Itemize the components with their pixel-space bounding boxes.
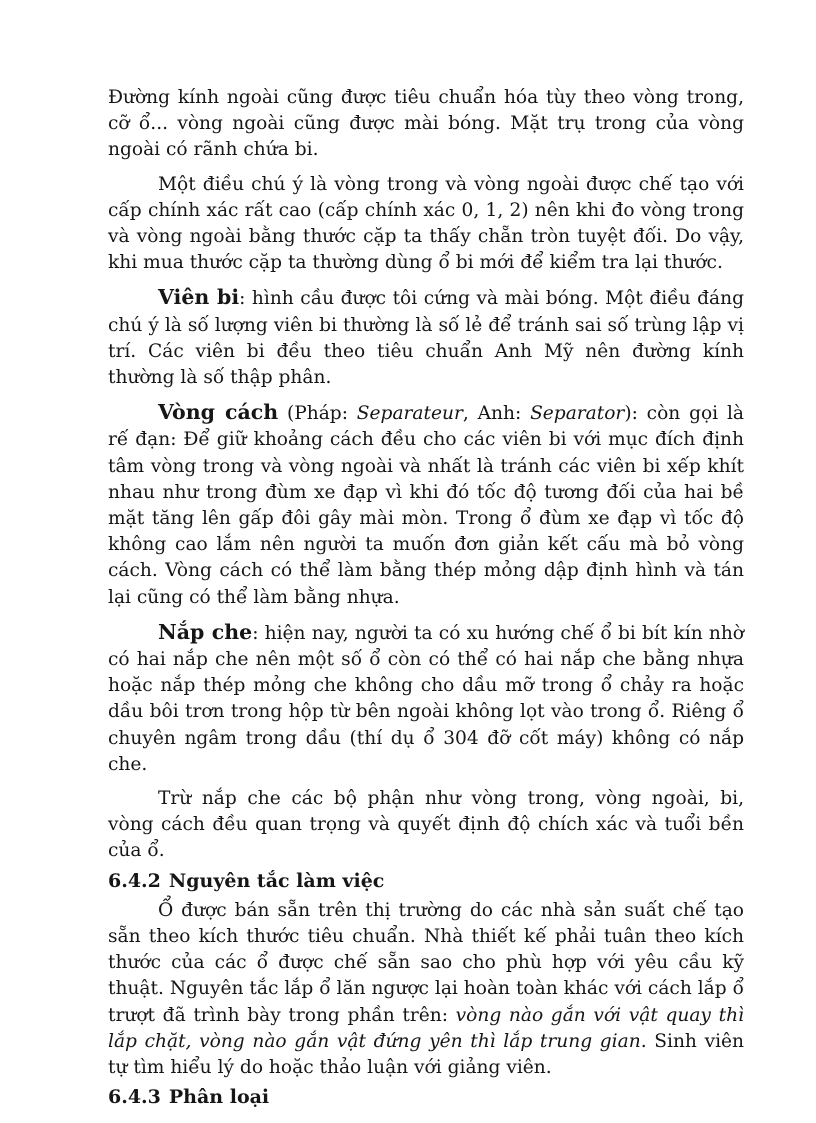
paragraph-precision: Một điều chú ý là vòng trong và vòng ngoài được chế tạo với cấp chính xác rất cao (cấp chính xác 0, 1, 2) nên khi đo vòng trong và vòng ngoài bằng thước cặp ta thấy chẵn tròn tuyệt đối. Do vậy, khi mua thước cặp ta thường dùng ổ bi mới để kiểm tra lại thước. <box>108 173 744 274</box>
paragraph-components: Trừ nắp che các bộ phận như vòng trong, vòng ngoài, bi, vòng cách đều quan trọng và quyết định độ chích xác và tuổi bền của ổ. <box>108 788 744 862</box>
term-cage: Vòng cách <box>158 400 279 425</box>
paragraph-cover <box>108 619 744 778</box>
page-content <box>108 85 744 1114</box>
principle-text-2: . Sinh viên tự tìm hiểu lý do hoặc thảo luận với giảng viên. <box>108 1030 744 1078</box>
paragraph-cover-text: : hiện nay, người ta có xu hướng chế ổ bi bít kín nhờ có hai nắp che nên một số ổ còn có thể có hai nắp che bằng nhựa hoặc nắp thép mỏng che không cho dầu mỡ trong ổ chảy ra hoặc dầu bôi trơn trong hộp từ bên ngoài không lọt vào trong ổ. Riêng ổ chuyên ngâm trong dầu (thí dụ ổ 304 đỡ cốt máy) không có nắp che. <box>108 622 744 775</box>
section-title: Phân loại <box>168 1086 270 1109</box>
cage-text-1: (Pháp: <box>278 403 357 425</box>
paragraph-outer-ring: Đường kính ngoài cũng được tiêu chuẩn hóa tùy theo vòng trong, cỡ ổ... vòng ngoài cũng được mài bóng. Mặt trụ trong của vòng ngoài có rãnh chứa bi. <box>108 87 744 161</box>
term-ball: Viên bi <box>158 285 240 310</box>
paragraph-ball-text: : hình cầu được tôi cứng và mài bóng. Một điều đáng chú ý là số lượng viên bi thường là số lẻ để tránh sai số trùng lập vị trí. Các viên bi đều theo tiêu chuẩn Anh Mỹ nên đường kính thường là số thập phân. <box>108 288 744 389</box>
term-cover: Nắp che <box>158 619 253 644</box>
section-heading-working-principle <box>108 868 744 894</box>
cage-text-3: ): còn gọi là rế đạn: Để giữ khoảng cách đều cho các viên bi với mục đích định tâm vòng trong và vòng ngoài và nhất là tránh các viên bi xếp khít nhau như trong đùm xe đạp vì khi đó tốc độ tương đối của hai bề mặt tăng lên gấp đôi gây mài mòn. Trong ổ đùm xe đạp vì tốc độ không cao lắm nên người ta muốn đơn giản kết cấu mà bỏ vòng cách. Vòng cách có thể làm bằng thép mỏng dập định hình và tán lại cũng có thể làm bằng nhựa. <box>108 403 744 608</box>
cage-term-english: Separator <box>530 403 625 425</box>
section-heading-classification <box>108 1084 744 1110</box>
paragraph-working-principle <box>108 898 744 1081</box>
section-number: 6.4.3 <box>108 1086 161 1109</box>
cage-term-french: Separateur <box>356 403 463 425</box>
section-title: Nguyên tắc làm việc <box>168 869 385 892</box>
principle-rule: vòng nào gắn với vật quay thì lắp chặt, vòng nào gắn vật đứng yên thì lắp trung gian <box>108 1004 744 1052</box>
cage-text-2: , Anh: <box>462 403 531 425</box>
principle-text-1: Ổ được bán sẵn trên thị trường do các nhà sản suất chế tạo sẵn theo kích thước tiêu chuẩn. Nhà thiết kế phải tuân theo kích thước của các ổ được chế sẵn sao cho phù hợp với yêu cầu kỹ thuật. Nguyên tắc lắp ổ lăn ngược lại hoàn toàn khác với cách lắp ổ trượt đã trình bày trong phần trên: <box>108 899 744 1026</box>
paragraph-ball <box>108 284 744 391</box>
paragraph-cage <box>108 399 744 611</box>
section-number: 6.4.2 <box>108 869 161 892</box>
